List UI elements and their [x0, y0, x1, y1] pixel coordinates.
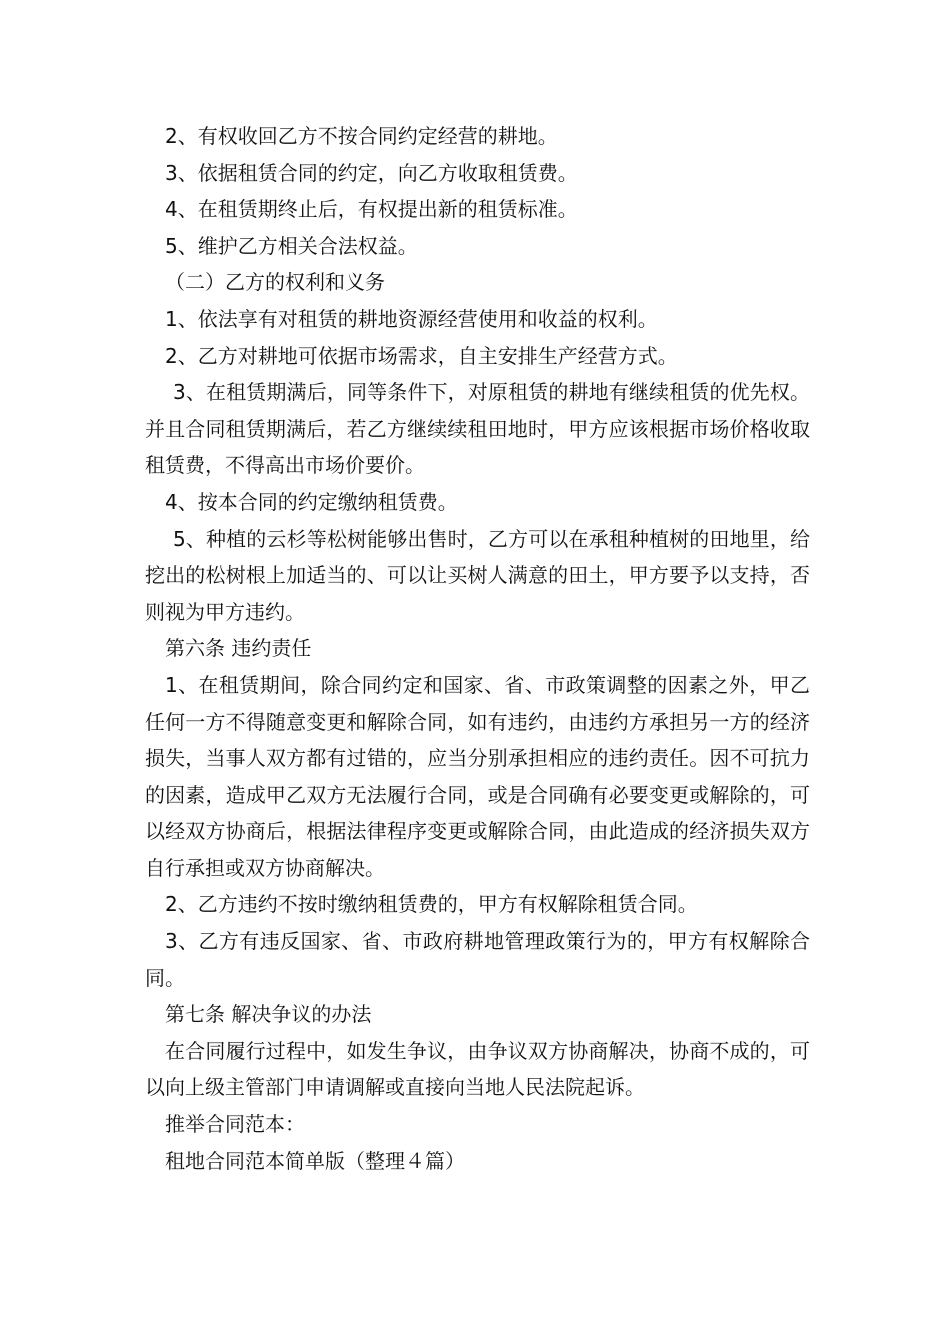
document-body: [145, 118, 810, 1179]
clause-landlord-right-2: 2、有权收回乙方不按合同约定经营的耕地。: [165, 124, 558, 148]
clause-tenant-right-1: 1、依法享有对租赁的耕地资源经营使用和收益的权利。: [165, 306, 658, 331]
clause-tenant-right-5: 5、种植的云杉等松树能够出售时，乙方可以在承租种植树的田地里，给挖出的松树根上加适当的、可以让买树人满意的田土，甲方要予以支持，否则视为甲方违约。: [145, 526, 810, 624]
clause-landlord-right-3: 3、依据租赁合同的约定，向乙方收取租赁费。: [165, 160, 578, 185]
recommended-templates-label: 推举合同范本：: [165, 1112, 305, 1137]
clause-tenant-right-3: 3、在租赁期满后，同等条件下，对原租赁的耕地有继续租赁的优先权。并且合同租赁期满后，若乙方继续续租田地时，甲方应该根据市场价格收取租赁费，不得高出市场价要价。: [145, 380, 810, 478]
clause-breach-1: 1、在租赁期间，除合同约定和国家、省、市政策调整的因素之外，甲乙任何一方不得随意变更和解除合同，如有违约，由违约方承担另一方的经济损失，当事人双方都有过错的，应当分别承担相应的违约责任。因不可抗力的因素，造成甲乙双方无法履行合同，或是合同确有必要变更或解除的，可以经双方协商后，根据法律程序变更或解除合同，由此造成的经济损失双方自行承担或双方协商解决。: [145, 672, 810, 880]
clause-landlord-right-5: 5、维护乙方相关合法权益。: [165, 233, 418, 258]
clause-landlord-right-4: 4、在租赁期终止后，有权提出新的租赁标准。: [165, 197, 578, 222]
clause-tenant-right-4: 4、按本合同的约定缴纳租赁费。: [165, 489, 458, 514]
article-seven-heading: 第七条 解决争议的办法: [165, 1002, 372, 1027]
section-heading-tenant-rights: （二）乙方的权利和义务: [165, 270, 385, 295]
clause-tenant-right-2: 2、乙方对耕地可依据市场需求，自主安排生产经营方式。: [165, 343, 678, 368]
article-six-heading: 第六条 违约责任: [165, 636, 312, 661]
clause-breach-2: 2、乙方违约不按时缴纳租赁费的，甲方有权解除租赁合同。: [165, 892, 698, 917]
recommended-template-title: 租地合同范本简单版（整理４篇）: [165, 1148, 465, 1173]
clause-breach-3: 3、乙方有违反国家、省、市政府耕地管理政策行为的，甲方有权解除合同。: [145, 929, 810, 990]
clause-dispute-resolution: 在合同履行过程中，如发生争议，由争议双方协商解决，协商不成的，可以向上级主管部门申请调解或直接向当地人民法院起诉。: [145, 1038, 810, 1100]
